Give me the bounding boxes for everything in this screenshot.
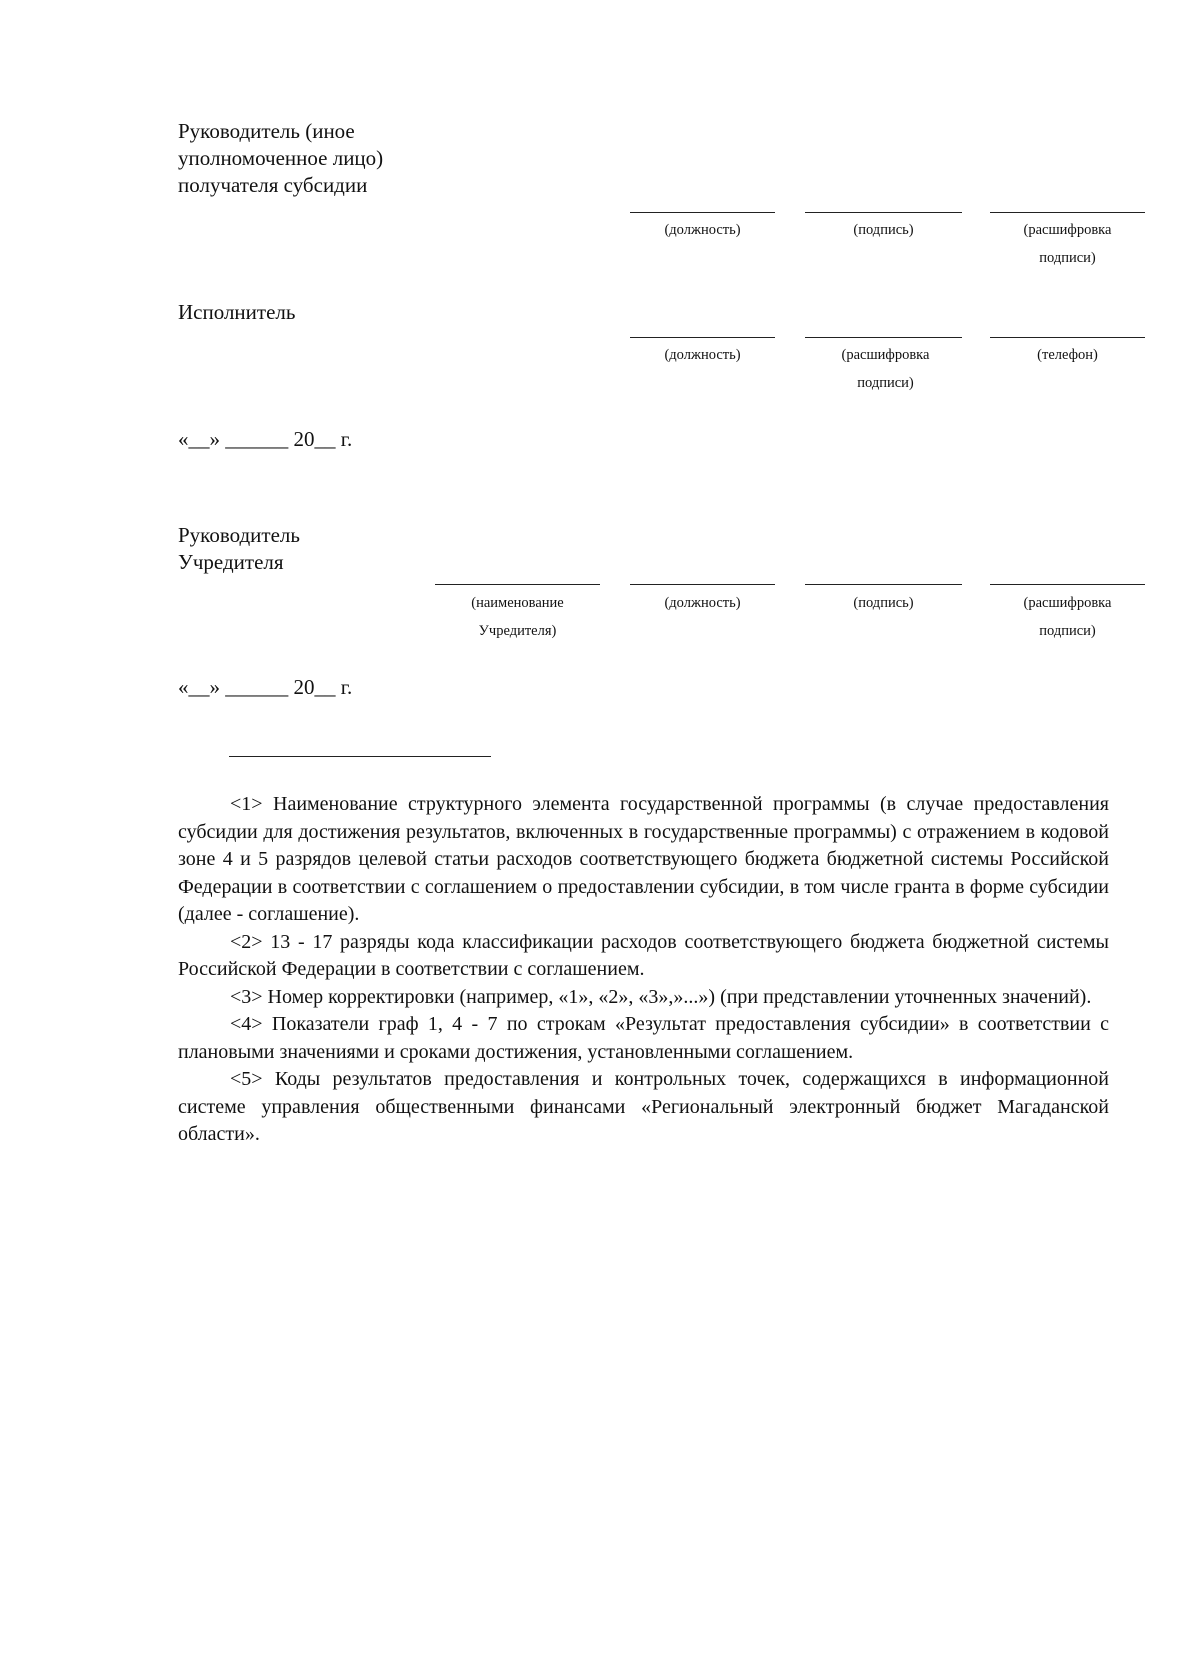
- founder-line-signature: [805, 584, 962, 585]
- executor-label: Исполнитель: [178, 300, 296, 324]
- footnote-divider: [229, 756, 491, 757]
- founder-head-line-1: Руководитель: [178, 523, 300, 547]
- founder-line-name: [435, 584, 600, 585]
- executor-line-phone: [990, 337, 1145, 338]
- founder-line-decoding: [990, 584, 1145, 585]
- founder-caption-signature: (подпись): [853, 595, 914, 611]
- footnote-4: <4> Показатели граф 1, 4 - 7 по строкам «Результат предоставления субсидии» в соответствии с плановыми значениями и сроками достижения, установленными соглашением.: [178, 1013, 1109, 1063]
- founder-line-position: [630, 584, 775, 585]
- recipient-head-line-1: Руководитель (иное: [178, 119, 355, 143]
- founder-caption-position: (должность): [664, 595, 741, 611]
- recipient-head-line-2: уполномоченное лицо): [178, 146, 384, 170]
- recipient-head-label: [178, 118, 383, 199]
- footnotes: [178, 791, 1109, 1149]
- footnote-3: <3> Номер корректировки (например, «1», «2», «3»,»...») (при представлении уточненных значений).: [230, 985, 1092, 1008]
- founder-head-line-2: Учредителя: [178, 550, 284, 574]
- date-line-1: «__» ______ 20__ г.: [178, 427, 353, 451]
- signature-line-signature: [805, 212, 962, 213]
- footnote-1: <1> Наименование структурного элемента государственной программы (в случае предоставления субсидии для достижения результатов, включенных в государственные программы) с отражением в кодовой зоне 4 и 5 разрядов целевой статьи расходов соответствующего бюджета бюджетной системы Российской Федерации в соответствии с соглашением о предоставлении субсидии, в том числе гранта в форме субсидии (далее - соглашение).: [178, 793, 1109, 925]
- footnote-5: <5> Коды результатов предоставления и контрольных точек, содержащихся в информационной системе управления общественными финансами «Региональный электронный бюджет Магаданской области».: [178, 1068, 1109, 1145]
- caption-signature-decoding: (расшифровка подписи): [1023, 222, 1112, 266]
- date-line-2: «__» ______ 20__ г.: [178, 675, 353, 699]
- recipient-head-line-3: получателя субсидии: [178, 173, 368, 197]
- executor-caption-decoding: (расшифровка подписи): [841, 347, 930, 391]
- founder-head-label: [178, 522, 300, 576]
- caption-signature: (подпись): [853, 222, 914, 238]
- signature-line-decoding: [990, 212, 1145, 213]
- founder-caption-decoding: (расшифровка подписи): [1023, 595, 1112, 639]
- executor-caption-phone: (телефон): [1037, 347, 1098, 363]
- founder-caption-name: (наименование Учредителя): [471, 595, 564, 639]
- executor-line-decoding: [805, 337, 962, 338]
- signature-line-position: [630, 212, 775, 213]
- caption-position: (должность): [664, 222, 741, 238]
- footnote-2: <2> 13 - 17 разряды кода классификации расходов соответствующего бюджета бюджетной системы Российской Федерации в соответствии с соглашением.: [178, 930, 1109, 980]
- executor-line-position: [630, 337, 775, 338]
- executor-caption-position: (должность): [664, 347, 741, 363]
